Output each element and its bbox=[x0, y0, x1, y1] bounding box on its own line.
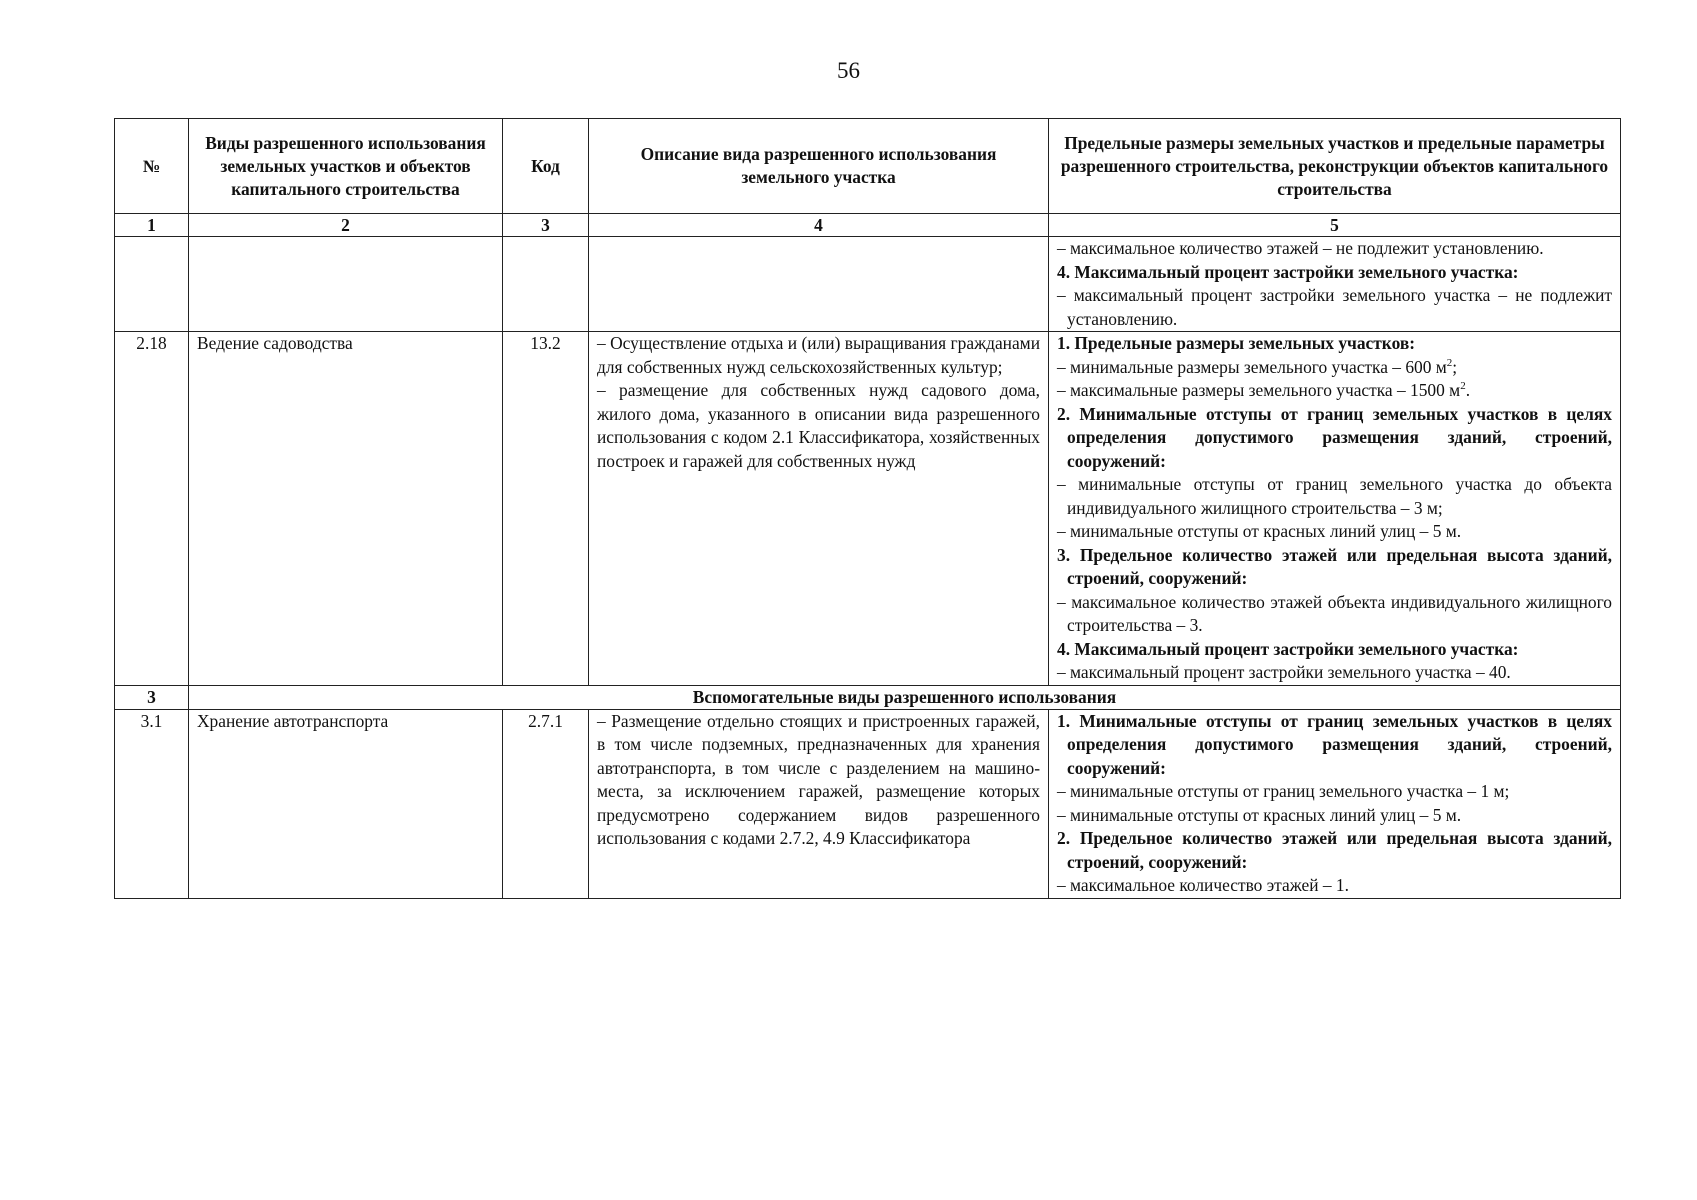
header-parameters: Предельные размеры земельных участков и предельные параметры разрешенного строительства, реконструкции объектов капитального строительства bbox=[1049, 119, 1621, 214]
param-heading: 1. Минимальные отступы от границ земельных участков в целях определения допустимого размещения зданий, строений, сооружений: bbox=[1057, 710, 1612, 778]
column-number: 4 bbox=[589, 214, 1049, 237]
param-heading: 2. Минимальные отступы от границ земельных участков в целях определения допустимого размещения зданий, строений, сооружений: bbox=[1057, 403, 1612, 471]
column-number: 5 bbox=[1049, 214, 1621, 237]
param-heading: 1. Предельные размеры земельных участков: bbox=[1057, 333, 1416, 353]
table-row-3-1 bbox=[115, 709, 1621, 898]
table-row-2-18 bbox=[115, 332, 1621, 686]
param-line: – максимальное количество этажей объекта индивидуального жилищного строительства – 3. bbox=[1057, 591, 1612, 635]
param-line: – минимальные отступы от границ земельного участка – 1 м; bbox=[1057, 781, 1510, 801]
param-heading: 3. Предельное количество этажей или предельная высота зданий, строений, сооружений: bbox=[1057, 544, 1612, 588]
param-line: – максимальное количество этажей – не подлежит установлению. bbox=[1057, 238, 1544, 258]
land-use-table bbox=[114, 118, 1621, 899]
continuation-code-cell bbox=[503, 237, 589, 332]
param-heading: 2. Предельное количество этажей или предельная высота зданий, строений, сооружений: bbox=[1057, 828, 1612, 872]
header-description: Описание вида разрешенного использования земельного участка bbox=[589, 119, 1049, 214]
param-line: – минимальные размеры земельного участка – 600 $м^2$; bbox=[1057, 356, 1458, 377]
param-line: – максимальное количество этажей – 1. bbox=[1057, 875, 1349, 895]
use-type-parameters bbox=[1049, 709, 1621, 898]
continuation-desc-cell bbox=[589, 237, 1049, 332]
continuation-name-cell bbox=[189, 237, 503, 332]
section-number: 3 bbox=[115, 685, 189, 709]
row-number: 2.18 bbox=[115, 332, 189, 686]
continuation-row bbox=[115, 237, 1621, 332]
column-number-row bbox=[115, 214, 1621, 237]
param-line: – минимальные отступы от красных линий улиц – 5 м. bbox=[1057, 521, 1462, 541]
table-header-row bbox=[115, 119, 1621, 214]
use-type-parameters bbox=[1049, 332, 1621, 686]
header-use-types: Виды разрешенного использования земельных участков и объектов капитального строительства bbox=[189, 119, 503, 214]
param-line: – минимальные отступы от красных линий улиц – 5 м. bbox=[1057, 804, 1462, 825]
continuation-num-cell bbox=[115, 237, 189, 332]
description-paragraph: – Осуществление отдыха и (или) выращивания гражданами для собственных нужд сельскохозяйственных культур; bbox=[597, 333, 1040, 377]
use-type-description bbox=[589, 332, 1049, 686]
page-number: 56 bbox=[837, 58, 860, 83]
use-type-name: Ведение садоводства bbox=[189, 332, 503, 686]
param-heading: 4. Максимальный процент застройки земельного участка: bbox=[1057, 261, 1519, 282]
param-line: – максимальный процент застройки земельного участка – не подлежит установлению. bbox=[1057, 285, 1612, 329]
section-title: Вспомогательные виды разрешенного использования bbox=[189, 685, 1621, 709]
use-type-code: 2.7.1 bbox=[503, 709, 589, 898]
param-line: – минимальные отступы от границ земельного участка до объекта индивидуального жилищного строительства – 3 м; bbox=[1057, 474, 1612, 518]
description-paragraph: – Размещение отдельно стоящих и пристроенных гаражей, в том числе подземных, предназначенных для хранения автотранспорта, в том числе с разделением на машино-места, за исключением гаражей, размещение которых предусмотрено содержанием видов разрешенного использования с кодами 2.7.2, 4.9 Классификатора bbox=[597, 710, 1040, 848]
continuation-params-cell bbox=[1049, 237, 1621, 332]
description-paragraph: – размещение для собственных нужд садового дома, жилого дома, указанного в описании вида разрешенного использования с кодом 2.1 Классификатора, хозяйственных построек и гаражей для собственных нужд bbox=[597, 380, 1040, 471]
param-line: – максимальные размеры земельного участка – 1500 $м^2$. bbox=[1057, 380, 1471, 400]
section-row-3 bbox=[115, 685, 1621, 709]
use-type-name: Хранение автотранспорта bbox=[189, 709, 503, 898]
param-heading: 4. Максимальный процент застройки земельного участка: bbox=[1057, 638, 1519, 659]
use-type-description bbox=[589, 709, 1049, 898]
column-number: 2 bbox=[189, 214, 503, 237]
header-number: № bbox=[115, 119, 189, 214]
row-number: 3.1 bbox=[115, 709, 189, 898]
column-number: 1 bbox=[115, 214, 189, 237]
column-number: 3 bbox=[503, 214, 589, 237]
header-code: Код bbox=[503, 119, 589, 214]
param-line: – максимальный процент застройки земельного участка – 40. bbox=[1057, 662, 1511, 682]
use-type-code: 13.2 bbox=[503, 332, 589, 686]
